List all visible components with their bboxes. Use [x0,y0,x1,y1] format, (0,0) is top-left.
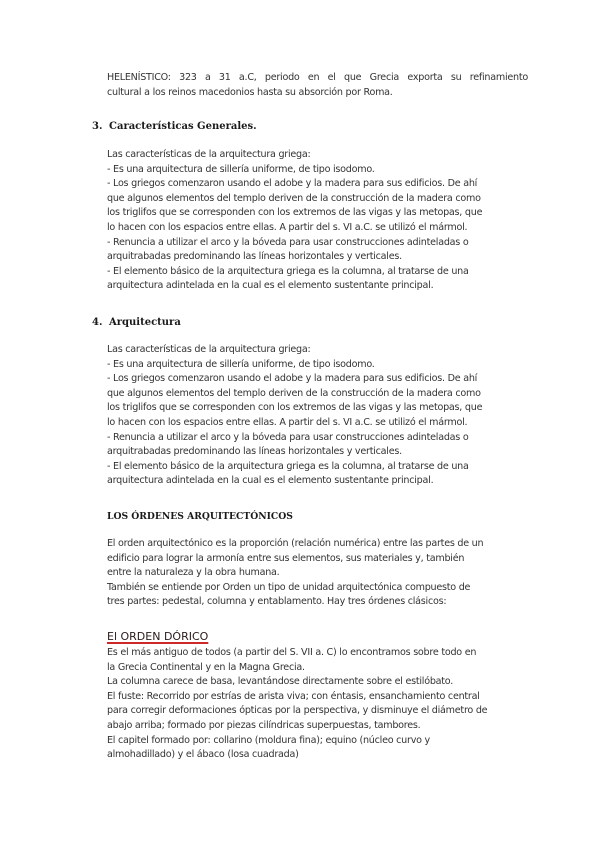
text-line: - El elemento básico de la arquitectura griega es la columna, al tratarse de una [107,460,469,472]
text-line: entre la naturaleza y la obra humana. [107,567,280,579]
intro-paragraph [107,71,528,100]
section-4-title: Arquitectura [109,317,181,328]
text-line: arquitrabadas predominando las líneas horizontales y verticales. [107,251,402,263]
text-line: También se entiende por Orden un tipo de unidad arquitectónica compuesto de [107,581,471,593]
dorico-heading: El ORDEN DÓRICO [107,630,209,643]
text-line: El capitel formado por: collarino (moldura fina); equino (núcleo curvo y [107,734,430,746]
text-line: almohadillado) y el ábaco (losa cuadrada) [107,749,299,761]
section-4-heading [0,317,600,331]
section-3-number: 3. [92,121,103,132]
text-line: edificio para lograr la armonía entre sus elementos, sus materiales y, también [107,552,465,564]
ordenes-heading: LOS ÓRDENES ARQUITECTÓNICOS [107,511,293,522]
text-line: La columna carece de basa, levantándose directamente sobre el estilóbato. [107,676,454,688]
dorico-body [107,646,528,763]
text-line: El fuste: Recorrido por estrías de arista viva; con éntasis, ensanchamiento central [107,690,480,702]
text-line: - Los griegos comenzaron usando el adobe y la madera para sus edificios. De ahí [107,178,478,190]
text-line: lo hacen con los espacios entre ellas. A partir del s. VI a.C. se utilizó el mármol. [107,221,468,233]
text-line: arquitrabadas predominando las líneas horizontales y verticales. [107,446,402,458]
section-4-number: 4. [92,317,103,328]
text-line: la Grecia Continental y en la Magna Grecia. [107,661,305,673]
text-line: que algunos elementos del templo deriven de la construcción de la madera como [107,387,481,399]
text-line: arquitectura adintelada en la cual es el elemento sustentante principal. [107,280,434,292]
section-3-heading [0,121,600,135]
text-line: - Es una arquitectura de sillería uniforme, de tipo isodomo. [107,163,375,175]
text-line: - Los griegos comenzaron usando el adobe y la madera para sus edificios. De ahí [107,373,478,385]
text-line: Las características de la arquitectura griega: [107,149,311,160]
text-line: - Renuncia a utilizar el arco y la bóveda para usar construcciones adinteladas o [107,431,469,443]
text-line: - El elemento básico de la arquitectura griega es la columna, al tratarse de una [107,265,469,277]
text-line: Las características de la arquitectura griega: [107,344,311,355]
text-line: lo hacen con los espacios entre ellas. A partir del s. VI a.C. se utilizó el mármol. [107,416,468,428]
text-line: HELENÍSTICO: 323 a 31 a.C, periodo en el que Grecia exporta su refinamiento [107,72,528,83]
text-line: arquitectura adintelada en la cual es el elemento sustentante principal. [107,475,434,487]
text-line: tres partes: pedestal, columna y entablamento. Hay tres órdenes clásicos: [107,596,447,608]
text-line: para corregir deformaciones ópticas por la perspectiva, y disminuye el diámetro de [107,705,488,717]
text-line: cultural a los reinos macedonios hasta su absorción por Roma. [107,86,393,98]
section-4-body [107,343,528,489]
text-line: los triglifos que se corresponden con los extremos de las vigas y las metopas, que [107,207,483,219]
text-line: - Es una arquitectura de sillería uniforme, de tipo isodomo. [107,358,375,370]
section-3-body [107,148,528,294]
text-line: que algunos elementos del templo deriven de la construcción de la madera como [107,192,481,204]
text-line: los triglifos que se corresponden con los extremos de las vigas y las metopas, que [107,402,483,414]
ordenes-body [107,537,528,610]
text-line: - Renuncia a utilizar el arco y la bóveda para usar construcciones adinteladas o [107,236,469,248]
text-line: Es el más antiguo de todos (a partir del S. VII a. C) lo encontramos sobre todo en [107,647,477,658]
text-line: El orden arquitectónico es la proporción (relación numérica) entre las partes de un [107,538,484,549]
section-3-title: Características Generales. [109,121,257,132]
text-line: abajo arriba; formado por piezas cilíndricas superpuestas, tambores. [107,719,421,731]
